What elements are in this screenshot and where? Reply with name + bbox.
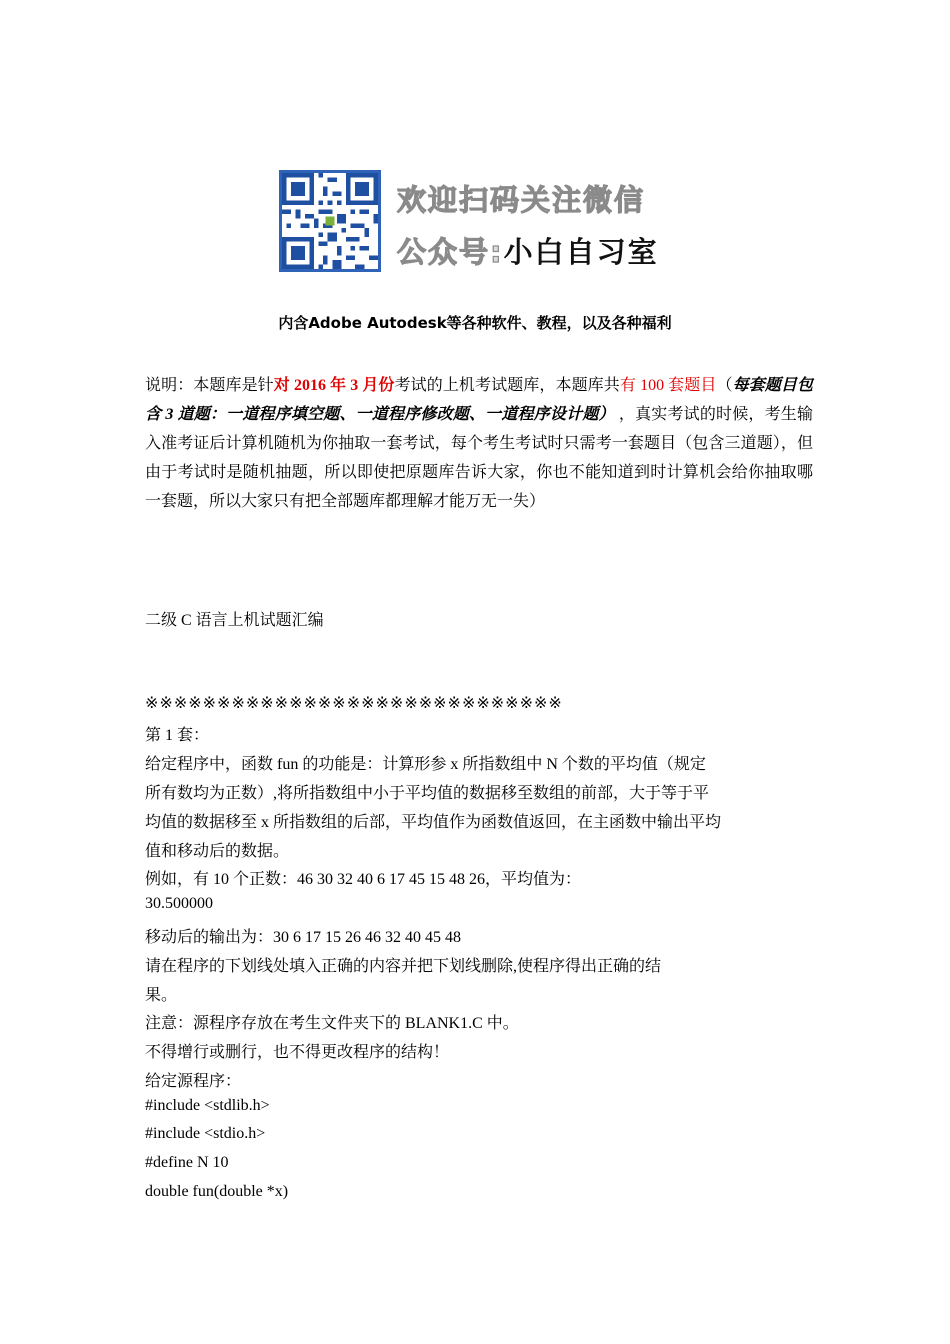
instruction-line: 果。 bbox=[145, 987, 178, 1004]
banner-account-label: 公众号: bbox=[397, 235, 504, 269]
code-line: #define N 10 bbox=[145, 1154, 229, 1171]
example-average: 30.500000 bbox=[145, 895, 213, 912]
intro-set-contents: 每套题目包含 3 道题：一道程序填空题、一道程序修改题、一道程序设计题） bbox=[145, 377, 813, 423]
question-text-line: 给定程序中，函数 fun 的功能是：计算形参 x 所指数组中 N 个数的平均值（规定 bbox=[145, 756, 706, 773]
question-set-number: 第 1 套： bbox=[145, 727, 210, 744]
intro-part-3: 考试的上机考试题库，本题库共 bbox=[394, 377, 620, 394]
instruction-line: 请在程序的下划线处填入正确的内容并把下划线删除,使程序得出正确的结 bbox=[145, 958, 662, 975]
qr-code-icon[interactable] bbox=[279, 170, 381, 272]
wechat-banner bbox=[279, 170, 679, 275]
intro-paren: （ bbox=[716, 377, 733, 394]
question-text-line: 值和移动后的数据。 bbox=[145, 843, 290, 860]
question-text-line: 均值的数据移至 x 所指数组的后部，平均值作为函数值返回，在主函数中输出平均 bbox=[145, 814, 722, 831]
section-title: 二级 C 语言上机试题汇编 bbox=[145, 612, 324, 629]
code-line: #include <stdlib.h> bbox=[145, 1097, 270, 1114]
example-line: 例如，有 10 个正数：46 30 32 40 6 17 45 15 48 26，平均值为： bbox=[145, 871, 582, 888]
promo-subtitle: 内含Adobe Autodesk等各种软件、教程，以及各种福利 bbox=[278, 314, 672, 332]
code-line: double fun(double *x) bbox=[145, 1183, 289, 1200]
intro-exam-date: 对 2016 年 3 月份 bbox=[273, 377, 395, 394]
code-line: #include <stdio.h> bbox=[145, 1125, 266, 1142]
example-output: 移动后的输出为：30 6 17 15 26 46 32 40 45 48 bbox=[145, 929, 462, 946]
source-heading: 给定源程序： bbox=[145, 1073, 242, 1090]
intro-part-1: 说明：本题库是针 bbox=[145, 377, 274, 394]
banner-account-name: 小白自习室 bbox=[503, 235, 659, 269]
note-line: 注意：源程序存放在考生文件夹下的 BLANK1.C 中。 bbox=[145, 1015, 519, 1032]
banner-scan-text: 欢迎扫码关注微信 bbox=[397, 183, 646, 217]
intro-part-7: ，真实考试的时候，考生输入准考证后计算机随机为你抽取一套考试，每个考生考试时只需考一套题目（包含三道题），但由于考试时是随机抽题，所以即使把原题库告诉大家，你也不能知道到时计算机会给你抽取哪一套题，所以大家只有把全部题库都理解才能万无一失） bbox=[145, 406, 813, 510]
intro-paragraph bbox=[145, 371, 813, 516]
intro-set-count: 有 100 套题目 bbox=[619, 377, 717, 394]
note-line: 不得增行或删行，也不得更改程序的结构！ bbox=[145, 1044, 450, 1061]
separator-line: ※※※※※※※※※※※※※※※※※※※※※※※※※※※※※ bbox=[145, 695, 563, 712]
question-text-line: 所有数均为正数）,将所指数组中小于平均值的数据移至数组的前部，大于等于平 bbox=[145, 785, 710, 802]
banner-account-text bbox=[397, 230, 659, 271]
